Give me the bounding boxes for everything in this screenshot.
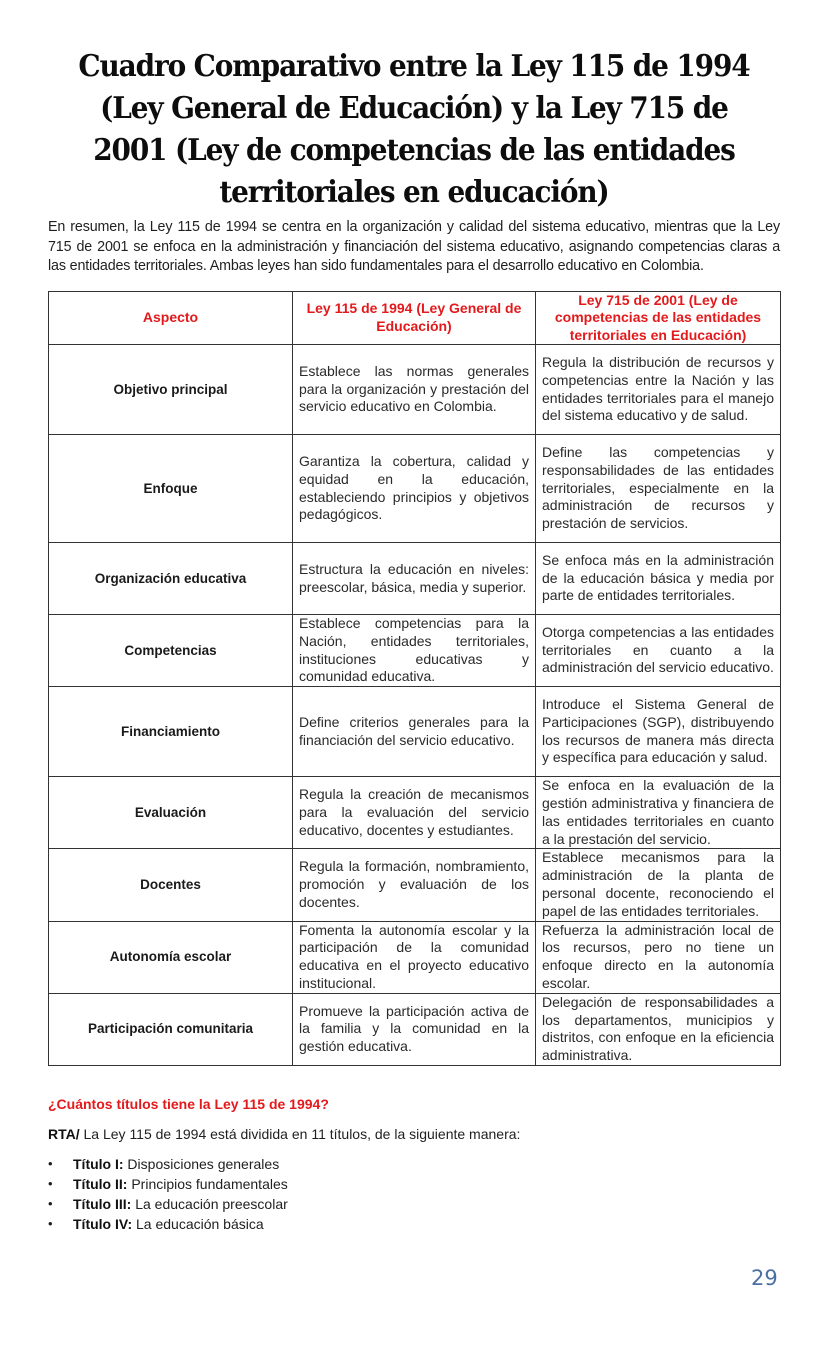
ley715-cell: Delegación de responsabilidades a los departamentos, municipios y distritos, con enfoque en la eficiencia administrativa.	[536, 993, 781, 1065]
aspect-cell: Autonomía escolar	[49, 921, 293, 993]
bullet-icon: •	[48, 1215, 53, 1231]
title-text: La educación preescolar	[131, 1195, 288, 1212]
ley715-cell: Introduce el Sistema General de Participaciones (SGP), distribuyendo los recursos de manera más directa y específica para educación y salud.	[536, 687, 781, 777]
title-label: Título III:	[73, 1195, 132, 1212]
title-label: Título I:	[73, 1155, 124, 1172]
table-row	[49, 993, 781, 1065]
table-row	[49, 777, 781, 849]
ley715-cell: Se enfoca en la evaluación de la gestión administrativa y financiera de las entidades territoriales en cuanto a la prestación del servicio.	[536, 777, 781, 849]
document-page	[48, 46, 780, 1234]
aspect-cell: Organización educativa	[49, 543, 293, 615]
ley115-cell: Establece las normas generales para la organización y prestación del servicio educativo en Colombia.	[293, 345, 536, 435]
ley715-cell: Regula la distribución de recursos y competencias entre la Nación y las entidades territoriales para el manejo del sistema educativo y de salud.	[536, 345, 781, 435]
title-text: Principios fundamentales	[127, 1175, 288, 1192]
table-row	[49, 687, 781, 777]
title-text: Disposiciones generales	[123, 1155, 280, 1172]
comparison-table	[48, 291, 781, 1066]
header-aspect: Aspecto	[49, 291, 293, 345]
titles-list	[48, 1154, 780, 1234]
aspect-cell: Financiamiento	[49, 687, 293, 777]
question-heading: ¿Cuántos títulos tiene la Ley 115 de 1994?	[48, 1095, 329, 1112]
ley715-cell: Se enfoca más en la administración de la educación básica y media por parte de entidades territoriales.	[536, 543, 781, 615]
ley115-cell: Promueve la participación activa de la familia y la comunidad en la gestión educativa.	[293, 993, 536, 1065]
table-row	[49, 921, 781, 993]
table-row	[49, 435, 781, 543]
page-number: 29	[751, 1266, 778, 1290]
list-item	[48, 1194, 780, 1214]
document-title: Cuadro Comparativo entre la Ley 115 de 1994 (Ley General de Educación) y la Ley 715 de 2001 (Ley de competencias de las entidades territoriales en educación)	[78, 49, 750, 210]
aspect-cell: Docentes	[49, 849, 293, 921]
table-row	[49, 615, 781, 687]
ley115-cell: Establece competencias para la Nación, entidades territoriales, instituciones educativas y comunidad educativa.	[293, 615, 536, 687]
answer-prefix: RTA/	[48, 1125, 80, 1142]
answer-paragraph	[48, 1126, 780, 1142]
title-text: La educación básica	[132, 1215, 264, 1232]
ley115-cell: Define criterios generales para la financiación del servicio educativo.	[293, 687, 536, 777]
title-label: Título II:	[73, 1175, 128, 1192]
aspect-cell: Competencias	[49, 615, 293, 687]
table-header-row	[49, 291, 781, 345]
bullet-icon: •	[48, 1195, 53, 1211]
list-item	[48, 1214, 780, 1234]
aspect-cell: Objetivo principal	[49, 345, 293, 435]
intro-paragraph: En resumen, la Ley 115 de 1994 se centra en la organización y calidad del sistema educativo, mientras que la Ley 715 de 2001 se enfoca en la administración y financiación del sistema educativo, asignando competencias claras a las entidades territoriales. Ambas leyes han sido fundamentales para el desarrollo educativo en Colombia.	[48, 219, 780, 274]
aspect-cell: Participación comunitaria	[49, 993, 293, 1065]
ley115-cell: Garantiza la cobertura, calidad y equidad en la educación, estableciendo principios y objetivos pedagógicos.	[293, 435, 536, 543]
ley115-cell: Regula la formación, nombramiento, promoción y evaluación de los docentes.	[293, 849, 536, 921]
ley115-cell: Estructura la educación en niveles: preescolar, básica, media y superior.	[293, 543, 536, 615]
table-row	[49, 543, 781, 615]
aspect-cell: Enfoque	[49, 435, 293, 543]
header-ley115: Ley 115 de 1994 (Ley General de Educación)	[293, 291, 536, 345]
list-item	[48, 1174, 780, 1194]
ley715-cell: Define las competencias y responsabilidades de las entidades territoriales, especialmente en la administración de recursos y prestación de servicios.	[536, 435, 781, 543]
title-label: Título IV:	[73, 1215, 133, 1232]
list-item	[48, 1154, 780, 1174]
ley115-cell: Fomenta la autonomía escolar y la participación de la comunidad educativa en el proyecto educativo institucional.	[293, 921, 536, 993]
ley115-cell: Regula la creación de mecanismos para la evaluación del servicio educativo, docentes y estudiantes.	[293, 777, 536, 849]
answer-text: La Ley 115 de 1994 está dividida en 11 títulos, de la siguiente manera:	[79, 1125, 521, 1142]
table-row	[49, 345, 781, 435]
bullet-icon: •	[48, 1175, 53, 1191]
ley715-cell: Otorga competencias a las entidades territoriales en cuanto a la administración del servicio educativo.	[536, 615, 781, 687]
ley715-cell: Refuerza la administración local de los recursos, pero no tiene un enfoque directo en la autonomía escolar.	[536, 921, 781, 993]
header-ley715: Ley 715 de 2001 (Ley de competencias de las entidades territoriales en Educación)	[536, 291, 781, 345]
ley715-cell: Establece mecanismos para la administración de la planta de personal docente, reconociendo el papel de las entidades territoriales.	[536, 849, 781, 921]
aspect-cell: Evaluación	[49, 777, 293, 849]
bullet-icon: •	[48, 1155, 53, 1171]
table-row	[49, 849, 781, 921]
